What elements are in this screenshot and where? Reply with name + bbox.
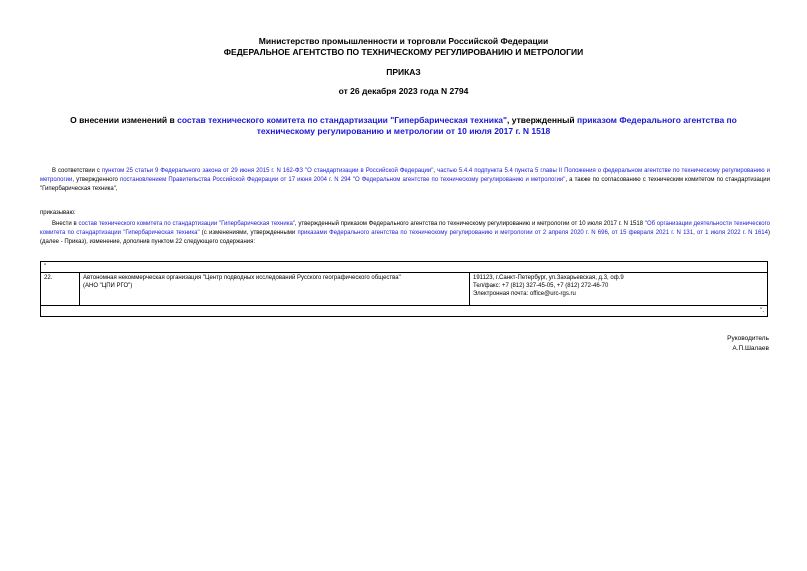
para2-link-committee[interactable]: состав технического комитета по стандартизации "Гипербарическая техника" [78,221,295,227]
para1-text-1: В соответствии с [52,168,102,174]
para2-text-4: , [607,230,612,236]
para2-link-order-2021[interactable]: от 15 февраля 2021 г. N 131 [611,230,694,236]
para2-text-3: (с изменениями, утвержденными [199,230,298,236]
row-number: 22. [41,273,80,306]
para2-text-2: , утвержденный приказом Федерального агентства по техническому регулированию и метрологии от 10 июля 2017 г. N 1518 [294,221,645,227]
para1-text-4: , а также по согласованию с техническим комитетом по стандартизации "Гипербарическая техника", [40,177,770,192]
title-text-2: , утвержденный [507,115,577,125]
document-type: ПРИКАЗ [386,67,421,77]
para1-text-2: , [433,168,438,174]
paragraph-basis [40,167,770,194]
document-date: от 26 декабря 2023 года N 2794 [338,86,469,96]
document-title [60,115,747,137]
signatory-name: А.П.Шалаев [732,345,769,352]
para1-link-law[interactable]: пунктом 25 статьи 9 Федерального закона от 29 июня 2015 г. N 162-ФЗ "О стандартизации в Российской Федерации" [101,168,434,174]
para2-link-orders-2020[interactable]: приказами Федерального агентства по техническому регулированию и метрологии от 2 апреля 2020 г. N 696 [297,230,608,236]
table-open-quote-row [41,262,768,273]
para2-link-organization[interactable]: "Об организации деятельности технического комитета по стандартизации "Гипербарическая техника" [40,221,771,236]
para1-text-3: , утвержденного [72,177,120,183]
para1-link-regulation[interactable]: частью 5.4.4 подпункта 5.4 пункта 5 главы II Положения о федеральном агентстве по техническому регулированию и метрологии [40,168,771,183]
email-address: Электронная почта: office@urc-rgs.ru [473,291,576,297]
address-cell [470,273,768,306]
signature-block [727,334,769,354]
organization-abbr: (АНО "ЦПИ РГО") [83,283,133,289]
agency-name: ФЕДЕРАЛЬНОЕ АГЕНТСТВО ПО ТЕХНИЧЕСКОМУ РЕГУЛИРОВАНИЮ И МЕТРОЛОГИИ [223,47,584,57]
close-quote-cell: ". [41,306,768,317]
postal-address: 191123, г.Санкт-Петербург, ул.Захарьевская, д.3, оф.9 [473,275,624,281]
organization-cell [80,273,470,306]
organization-name: Автономная некоммерческая организация "Центр подводных исследований Русского географического общества" [83,275,401,281]
signatory-role: Руководитель [727,335,769,342]
para2-text-6: ) (далее - Приказ), изменение, дополнив пунктом 22 следующего содержания: [40,230,770,245]
para2-text-5: , [693,230,697,236]
table-close-quote-row [41,306,768,317]
open-quote-cell: " [41,262,768,273]
para1-link-resolution[interactable]: постановлением Правительства Российской Федерации от 17 июня 2004 г. N 294 "О Федеральном агентстве по техническому регулированию и метрологии" [119,177,566,183]
paragraph-order [40,220,770,247]
members-table [40,261,768,317]
phone-fax: Тел/факс: +7 (812) 327-45-05, +7 (812) 272-46-70 [473,283,609,289]
para2-text-1: Внести в [52,221,79,227]
para2-link-order-2022[interactable]: от 1 июля 2022 г. N 1614 [696,230,768,236]
ministry-name: Министерство промышленности и торговли Российской Федерации [258,36,549,46]
table-row [41,273,768,306]
title-text-1: О внесении изменений в [70,115,178,125]
title-link-committee[interactable]: состав технического комитета по стандартизации "Гипербарическая техника" [177,115,508,125]
orders-label: приказываю: [40,210,76,216]
title-link-order[interactable]: приказом Федерального агентства по техническому регулированию и метрологии от 10 июля 2017 г. N 1518 [256,115,737,136]
